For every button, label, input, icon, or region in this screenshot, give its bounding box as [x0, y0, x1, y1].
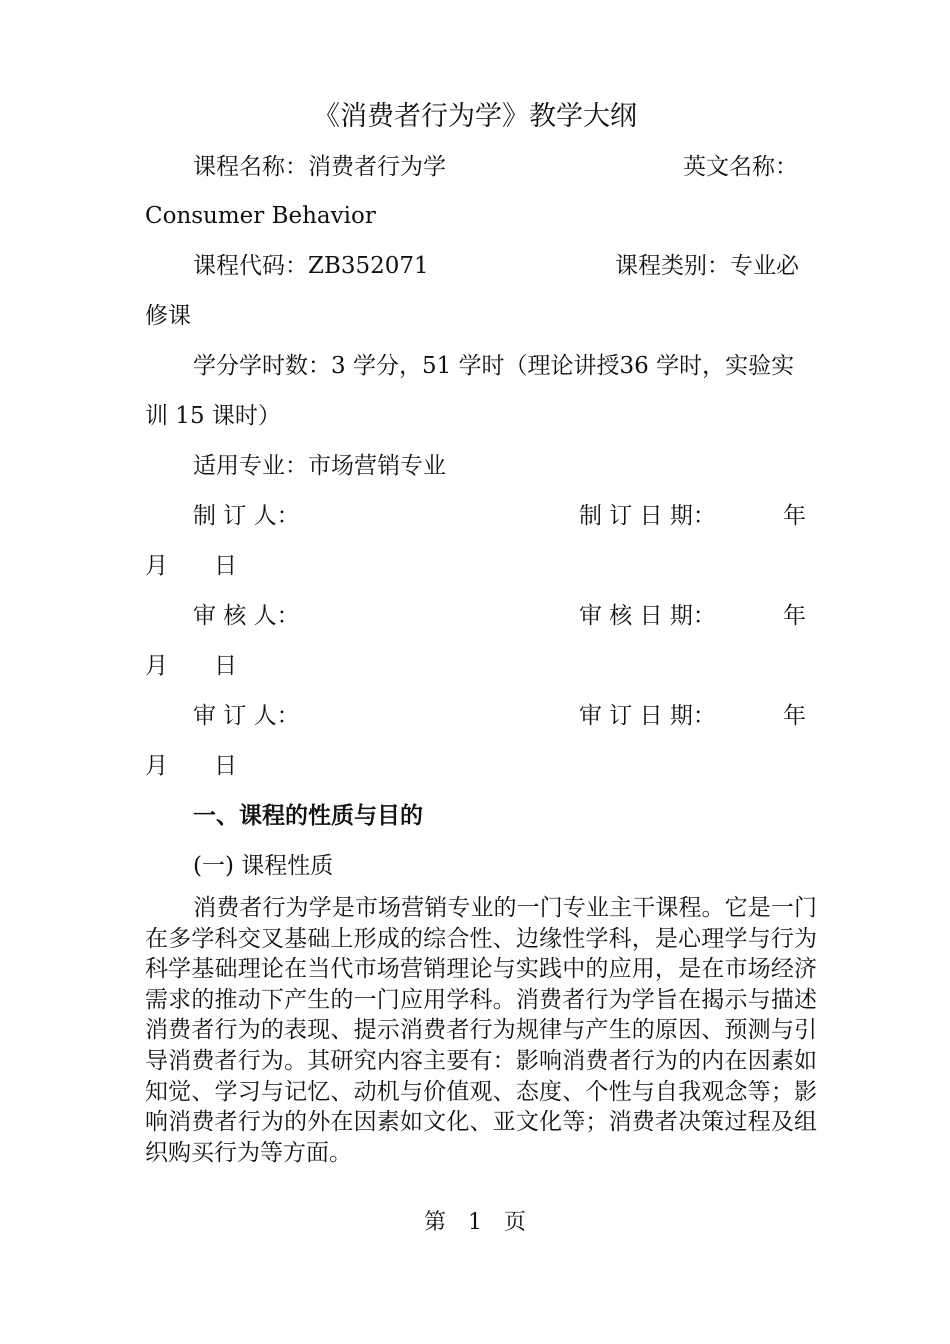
approver-label: 审 订 人： — [193, 703, 300, 729]
course-name: 课程名称：消费者行为学 — [193, 154, 446, 180]
draft-date-year: 年 — [783, 503, 806, 529]
draft-date-label: 制 订 日 期： — [579, 503, 716, 529]
reviewer-label: 审 核 人： — [193, 603, 300, 629]
subsection-heading: (一) 课程性质 — [193, 853, 334, 879]
page-number: 第 1 页 — [424, 1210, 526, 1235]
approve-date-label: 审 订 日 期： — [579, 703, 716, 729]
credits-line1: 学分学时数：3 学分，51 学时（理论讲授36 学时，实验实 — [193, 353, 795, 379]
document-title: 《消费者行为学》教学大纲 — [313, 101, 637, 132]
review-date-label: 审 核 日 期： — [579, 603, 716, 629]
drafter-label: 制 订 人： — [193, 503, 300, 529]
approve-date-year: 年 — [783, 703, 806, 729]
body-paragraph — [145, 893, 817, 1168]
approve-date-month-day: 月 日 — [145, 753, 237, 779]
english-name-label: 英文名称： — [683, 154, 798, 180]
body-paragraph-text: 消费者行为学是市场营销专业的一门专业主干课程。它是一门在多学科交叉基础上形成的综合性、边缘性学科，是心理学与行为科学基础理论在当代市场营销理论与实践中的应用，是在市场经济需求的推动下产生的一门应用学科。消费者行为学旨在揭示与描述消费者行为的表现、提示消费者行为规律与产生的原因、预测与引导消费者行为。其研究内容主要有：影响消费者行为的内在因素如知觉、学习与记忆、动机与价值观、态度、个性与自我观念等；影响消费者行为的外在因素如文化、亚文化等；消费者决策过程及组织购买行为等方面。 — [145, 895, 817, 1166]
course-code: 课程代码：ZB352071 — [193, 253, 429, 279]
review-date-year: 年 — [783, 603, 806, 629]
section-heading: 一、课程的性质与目的 — [193, 802, 423, 829]
course-category-line2: 修课 — [145, 303, 191, 329]
course-category-line1: 课程类别：专业必 — [615, 253, 799, 279]
applicable-major: 适用专业：市场营销专业 — [193, 453, 446, 479]
english-name-value: Consumer Behavior — [145, 203, 376, 229]
draft-date-month-day: 月 日 — [145, 553, 237, 579]
credits-line2: 训 15 课时） — [145, 403, 281, 429]
review-date-month-day: 月 日 — [145, 653, 237, 679]
